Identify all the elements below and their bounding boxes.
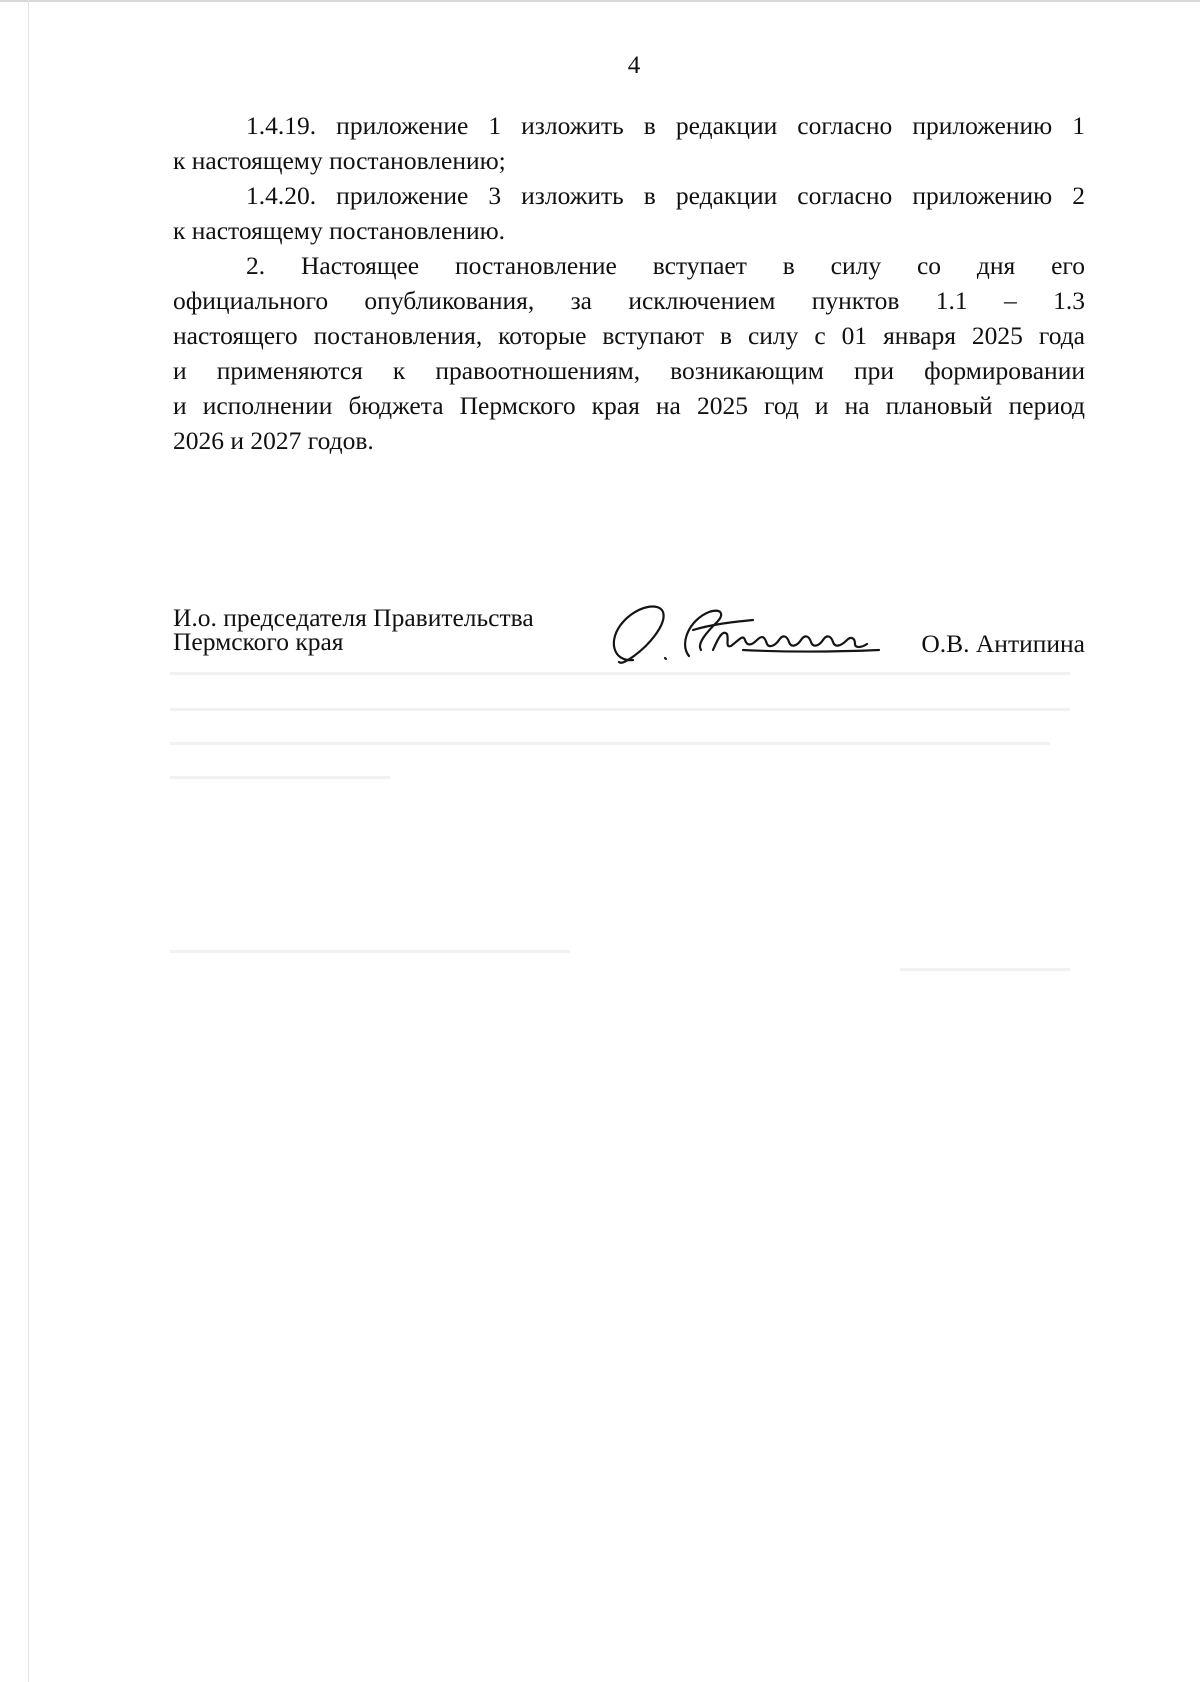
signatory-name: О.В. Антипина [921,629,1085,658]
document-body [173,108,1085,458]
paragraph-1-4-20 [173,178,1085,248]
paragraph-line: 1.4.19. приложение 1 изложить в редакции согласно приложению 1 [246,111,1085,140]
page-number: 4 [627,52,641,79]
paragraph-line: официального опубликования, за исключением пунктов 1.1 – 1.3 [173,286,1085,315]
scan-edge-left [28,0,29,1682]
paragraph-2 [173,248,1085,458]
paragraph-line: и исполнении бюджета Пермского края на 2025 год и на плановый период [173,391,1085,420]
paragraph-line: и применяются к правоотношениям, возникающим при формировании [173,356,1085,385]
paragraph-line: 1.4.20. приложение 3 изложить в редакции согласно приложению 2 [246,181,1085,210]
signatory-title-line: И.о. председателя Правительства [173,603,534,632]
paragraph-line: 2026 и 2027 годов. [173,426,374,455]
paragraph-line: к настоящему постановлению. [173,216,506,245]
paragraph-1-4-19 [173,108,1085,178]
handwritten-signature [593,600,913,672]
scan-artifact [170,950,570,953]
scan-artifact [170,776,390,779]
paragraph-line: настоящего постановления, которые вступают в силу с 01 января 2025 года [173,321,1085,350]
paragraph-line: 2. Настоящее постановление вступает в силу со дня его [246,251,1085,280]
scan-artifact [170,742,1050,745]
scan-edge-top [0,0,1200,2]
signatory-title-line: Пермского края [173,627,344,656]
scan-artifact [170,708,1070,711]
signatory-title [173,603,534,656]
scan-artifact [170,672,1070,675]
scan-artifact [900,968,1070,971]
paragraph-line: к настоящему постановлению; [173,146,506,175]
